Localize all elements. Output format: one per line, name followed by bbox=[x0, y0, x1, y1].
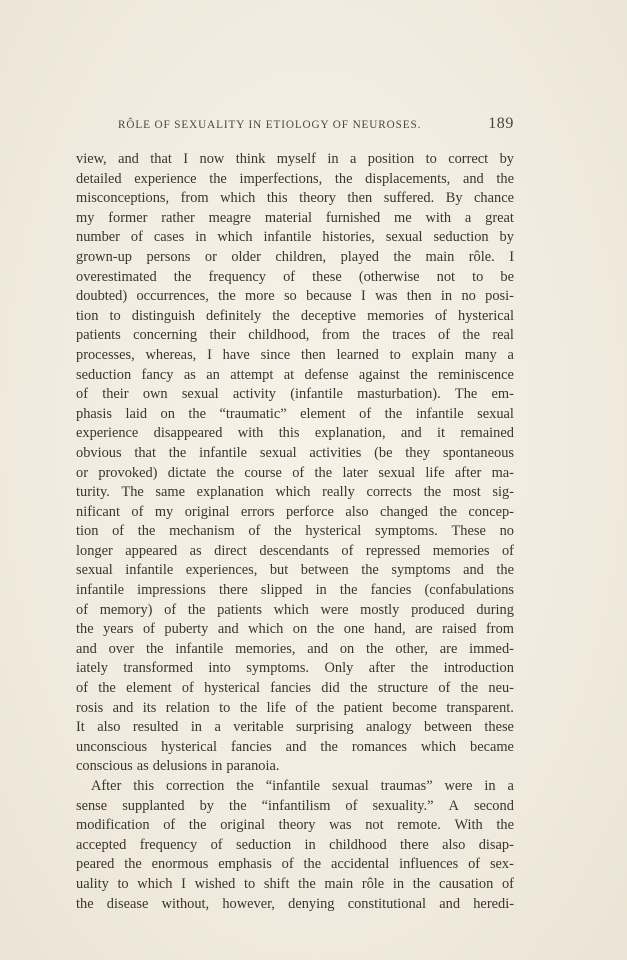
text-line: tion of the mechanism of the hysterical symptoms. These no bbox=[76, 523, 514, 540]
text-line: overestimated the frequency of these (otherwise not to be bbox=[76, 268, 514, 285]
text-line: unconscious hysterical fancies and the romances which became bbox=[76, 738, 514, 755]
text-line: peared the enormous emphasis of the accidental influences of sex- bbox=[76, 856, 514, 873]
text-line: doubted) occurrences, the more so because I was then in no posi- bbox=[76, 288, 514, 305]
text-line: of memory) of the patients which were mostly produced during bbox=[76, 601, 514, 618]
text-line: It also resulted in a veritable surprising analogy between these bbox=[76, 719, 514, 736]
text-line: the disease without, however, denying constitutional and heredi- bbox=[76, 895, 514, 912]
text-line: accepted frequency of seduction in childhood there also disap- bbox=[76, 836, 514, 853]
text-line: my former rather meagre material furnished me with a great bbox=[76, 209, 514, 226]
text-line: and over the infantile memories, and on the other, are immed- bbox=[76, 640, 514, 657]
text-line: misconceptions, from which this theory then suffered. By chance bbox=[76, 190, 514, 207]
text-line: tion to distinguish definitely the deceptive memories of hysterical bbox=[76, 307, 514, 324]
text-line: view, and that I now think myself in a position to correct by bbox=[76, 151, 514, 167]
text-line: phasis laid on the “traumatic” element of the infantile sexual bbox=[76, 405, 514, 422]
text-line: turity. The same explanation which really corrects the most sig- bbox=[76, 484, 514, 501]
text-line: experience disappeared with this explanation, and it remained bbox=[76, 425, 514, 442]
page-number: 189 bbox=[488, 115, 514, 132]
text-line: the years of puberty and which on the one hand, are raised from bbox=[76, 621, 514, 638]
text-line: modification of the original theory was not remote. With the bbox=[76, 817, 514, 834]
running-title: RÔLE OF SEXUALITY IN ETIOLOGY OF NEUROSES. bbox=[118, 119, 422, 131]
text-line: patients concerning their childhood, from the traces of the real bbox=[76, 327, 514, 344]
text-line: sexual infantile experiences, but between the symptoms and the bbox=[76, 562, 514, 579]
running-head bbox=[76, 116, 514, 138]
text-line: detailed experience the imperfections, the displacements, and the bbox=[76, 170, 514, 187]
text-line: obvious that the infantile sexual activities (be they spontaneous bbox=[76, 444, 514, 461]
text-line: conscious as delusions in paranoia. bbox=[76, 758, 280, 775]
text-line: After this correction the “infantile sexual traumas” were in a bbox=[91, 778, 514, 794]
text-line: iately transformed into symptoms. Only after the introduction bbox=[76, 660, 514, 677]
text-line: of their own sexual activity (infantile masturbation). The em- bbox=[76, 386, 514, 403]
text-line: nificant of my original errors perforce also changed the concep- bbox=[76, 503, 514, 520]
text-line: grown-up persons or older children, played the main rôle. I bbox=[76, 248, 514, 265]
text-line: processes, whereas, I have since then learned to explain many a bbox=[76, 346, 514, 363]
text-line: rosis and its relation to the life of the patient become transparent. bbox=[76, 699, 514, 716]
text-line: of the element of hysterical fancies did the structure of the neu- bbox=[76, 680, 514, 697]
text-line: uality to which I wished to shift the main rôle in the causation of bbox=[76, 875, 514, 892]
text-line: longer appeared as direct descendants of repressed memories of bbox=[76, 542, 514, 559]
text-line: number of cases in which infantile histories, sexual seduction by bbox=[76, 229, 514, 246]
text-line: sense supplanted by the “infantilism of sexuality.” A second bbox=[76, 797, 514, 814]
text-line: or provoked) dictate the course of the later sexual life after ma- bbox=[76, 464, 514, 481]
text-line: infantile impressions there slipped in the fancies (confabulations bbox=[76, 582, 514, 599]
text-line: seduction fancy as an attempt at defense against the reminiscence bbox=[76, 366, 514, 383]
body-text bbox=[76, 150, 514, 914]
